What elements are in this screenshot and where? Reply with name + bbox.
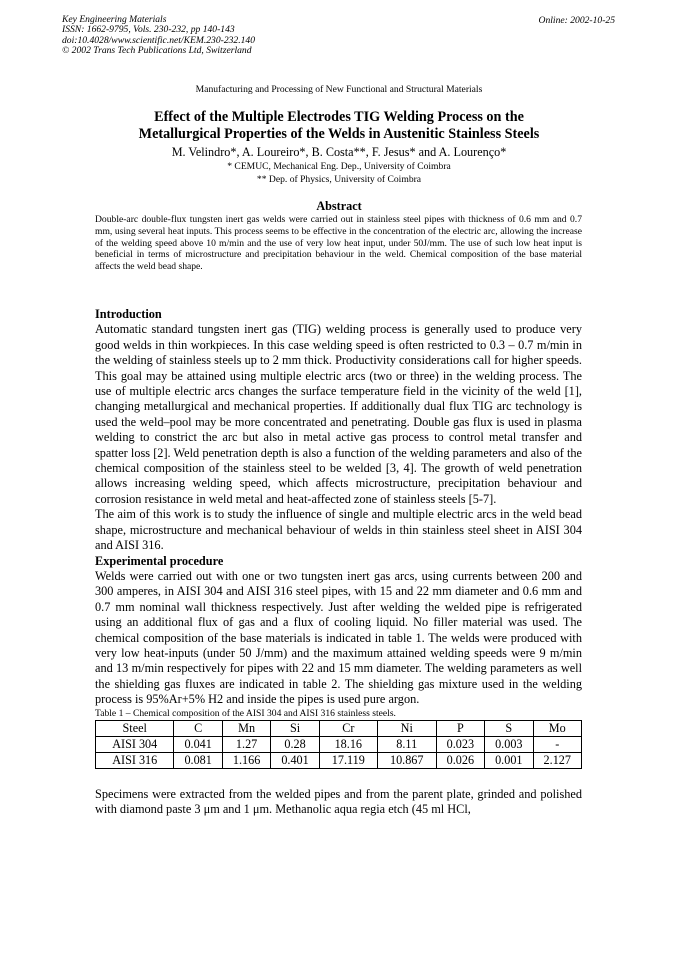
table-cell: 0.041: [174, 736, 222, 752]
table-cell: -: [533, 736, 581, 752]
journal-header: [62, 15, 255, 57]
table-header-cell: Mn: [222, 720, 270, 736]
table-cell: 17.119: [319, 752, 377, 768]
series-title: Manufacturing and Processing of New Functional and Structural Materials: [195, 84, 483, 95]
chemical-composition-table: [95, 720, 582, 769]
table-row: [96, 752, 582, 768]
table-cell: 1.27: [222, 736, 270, 752]
experimental-paragraph-1: Welds were carried out with one or two tungsten inert gas arcs, using currents between 200 and 300 amperes, in AISI 304 and AISI 316 steel pipes, with 15 and 22 mm diameter and 0.6 mm and 0.7 mm nominal wall thickness respectively. Just after welding the welded pipe is refrigerated using an additional flux of gas and a flux of cooling liquid. No filler material was used. The chemical composition of the base materials is indicated in table 1. The welds were produced with very low heat-inputs (under 50 J/mm) and the maximum attained welding speeds were 9 m/min and 13 m/min respectively for pipes with 22 and 15 mm diameter. The welding parameters as well the shielding gas fluxes are indicated in table 2. The shielding gas mixture used in the welding process is 95%Ar+5% H2 and inside the pipes is used pure argon.: [95, 568, 582, 707]
table-cell: 0.023: [436, 736, 484, 752]
table-1-caption: Table 1 – Chemical composition of the AISI 304 and AISI 316 stainless steels.: [95, 707, 396, 719]
table-header-row: [96, 720, 582, 736]
table-header-cell: Mo: [533, 720, 581, 736]
table-row: [96, 736, 582, 752]
journal-name: Key Engineering Materials: [62, 14, 167, 25]
issn-line: ISSN: 1662-9795, Vols. 230-232, pp 140-143: [62, 24, 235, 36]
table-cell: 18.16: [319, 736, 377, 752]
table-header-cell: Ni: [377, 720, 436, 736]
experimental-paragraph-2: Specimens were extracted from the welded pipes and from the parent plate, grinded and polished with diamond paste 3 μm and 1 μm. Methanolic aqua regia etch (45 ml HCl,: [95, 786, 582, 816]
table-header-cell: C: [174, 720, 222, 736]
experimental-heading: Experimental procedure: [95, 553, 224, 568]
doi-line: doi:10.4028/www.scientific.net/KEM.230-232.140: [62, 34, 256, 46]
abstract-heading: Abstract: [316, 199, 362, 213]
table-cell: 0.401: [271, 752, 319, 768]
table-cell: AISI 316: [96, 752, 174, 768]
table-cell: AISI 304: [96, 736, 174, 752]
body-text: [95, 307, 582, 817]
table-cell: 0.28: [271, 736, 319, 752]
table-cell: 0.081: [174, 752, 222, 768]
title-line-2: Metallurgical Properties of the Welds in Austenitic Stainless Steels: [138, 126, 540, 142]
table-cell: 10.867: [377, 752, 436, 768]
table-cell: 0.003: [485, 736, 533, 752]
affiliation-2: ** Dep. of Physics, University of Coimbra: [256, 174, 422, 185]
online-date: Online: 2002-10-25: [538, 15, 615, 26]
introduction-heading: Introduction: [95, 307, 162, 321]
affiliation-1: * CEMUC, Mechanical Eng. Dep., University of Coimbra: [227, 161, 451, 172]
table-cell: 2.127: [533, 752, 581, 768]
table-header-cell: Cr: [319, 720, 377, 736]
authors: M. Velindro*, A. Loureiro*, B. Costa**, F. Jesus* and A. Lourenço*: [171, 145, 507, 159]
table-cell: 1.166: [222, 752, 270, 768]
introduction-paragraph-1: Automatic standard tungsten inert gas (TIG) welding process is generally used to produce very good welds in thin workpieces. In this case welding speed is often restricted to 0.3 – 0.7 m/min in the welding of stainless steels up to 2 mm thick. Productivity considerations call for higher speeds. This goal may be attained using multiple electric arcs (two or three) in the welding process. The use of multiple electric arcs changes the surface temperature field in the vicinity of the weld [1], changing metallurgical and mechanical properties. If additionally dual flux TIG arc technology is used the weld–pool may be more concentrated and penetrating. Double gas flux is used in plasma welding to constrict the arc but also in metal active gas process to control metal transfer and spatter loss [2]. Weld penetration depth is also a function of the welding parameters and also of the chemical composition of the stainless steel to be welded [3, 4]. The growth of weld penetration allows increasing welding speed, which affects microstructure, precipitation behaviour and corrosion resistance in weld metal and heat-affected zone of stainless steels [5-7].: [95, 322, 582, 506]
title-line-1: Effect of the Multiple Electrodes TIG Welding Process on the: [154, 109, 524, 125]
copyright-line: © 2002 Trans Tech Publications Ltd, Switzerland: [62, 45, 252, 57]
table-header-cell: Si: [271, 720, 319, 736]
introduction-paragraph-2: The aim of this work is to study the influence of single and multiple electric arcs in the weld bead shape, microstructure and mechanical behaviour of welds in thin stainless steel sheet in AISI 304 and AISI 316.: [95, 507, 582, 553]
paper-title: [62, 109, 616, 143]
table-cell: 0.026: [436, 752, 484, 768]
table-cell: 0.001: [485, 752, 533, 768]
table-header-cell: Steel: [96, 720, 174, 736]
abstract-text: Double-arc double-flux tungsten inert gas welds were carried out in stainless steel pipes with thickness of 0.6 mm and 0.7 mm, using several heat inputs. This process seems to be effective in the concentration of the electric arc, allowing the increase of the welding speed above 10 m/min and the use of very low heat input, under 50J/mm. The use of such low heat input is beneficial in terms of microstructure and precipitation behaviour in the weld. Chemical composition of the base material affects the weld bead shape.: [95, 214, 582, 273]
table-header-cell: P: [436, 720, 484, 736]
table-header-cell: S: [485, 720, 533, 736]
table-cell: 8.11: [377, 736, 436, 752]
